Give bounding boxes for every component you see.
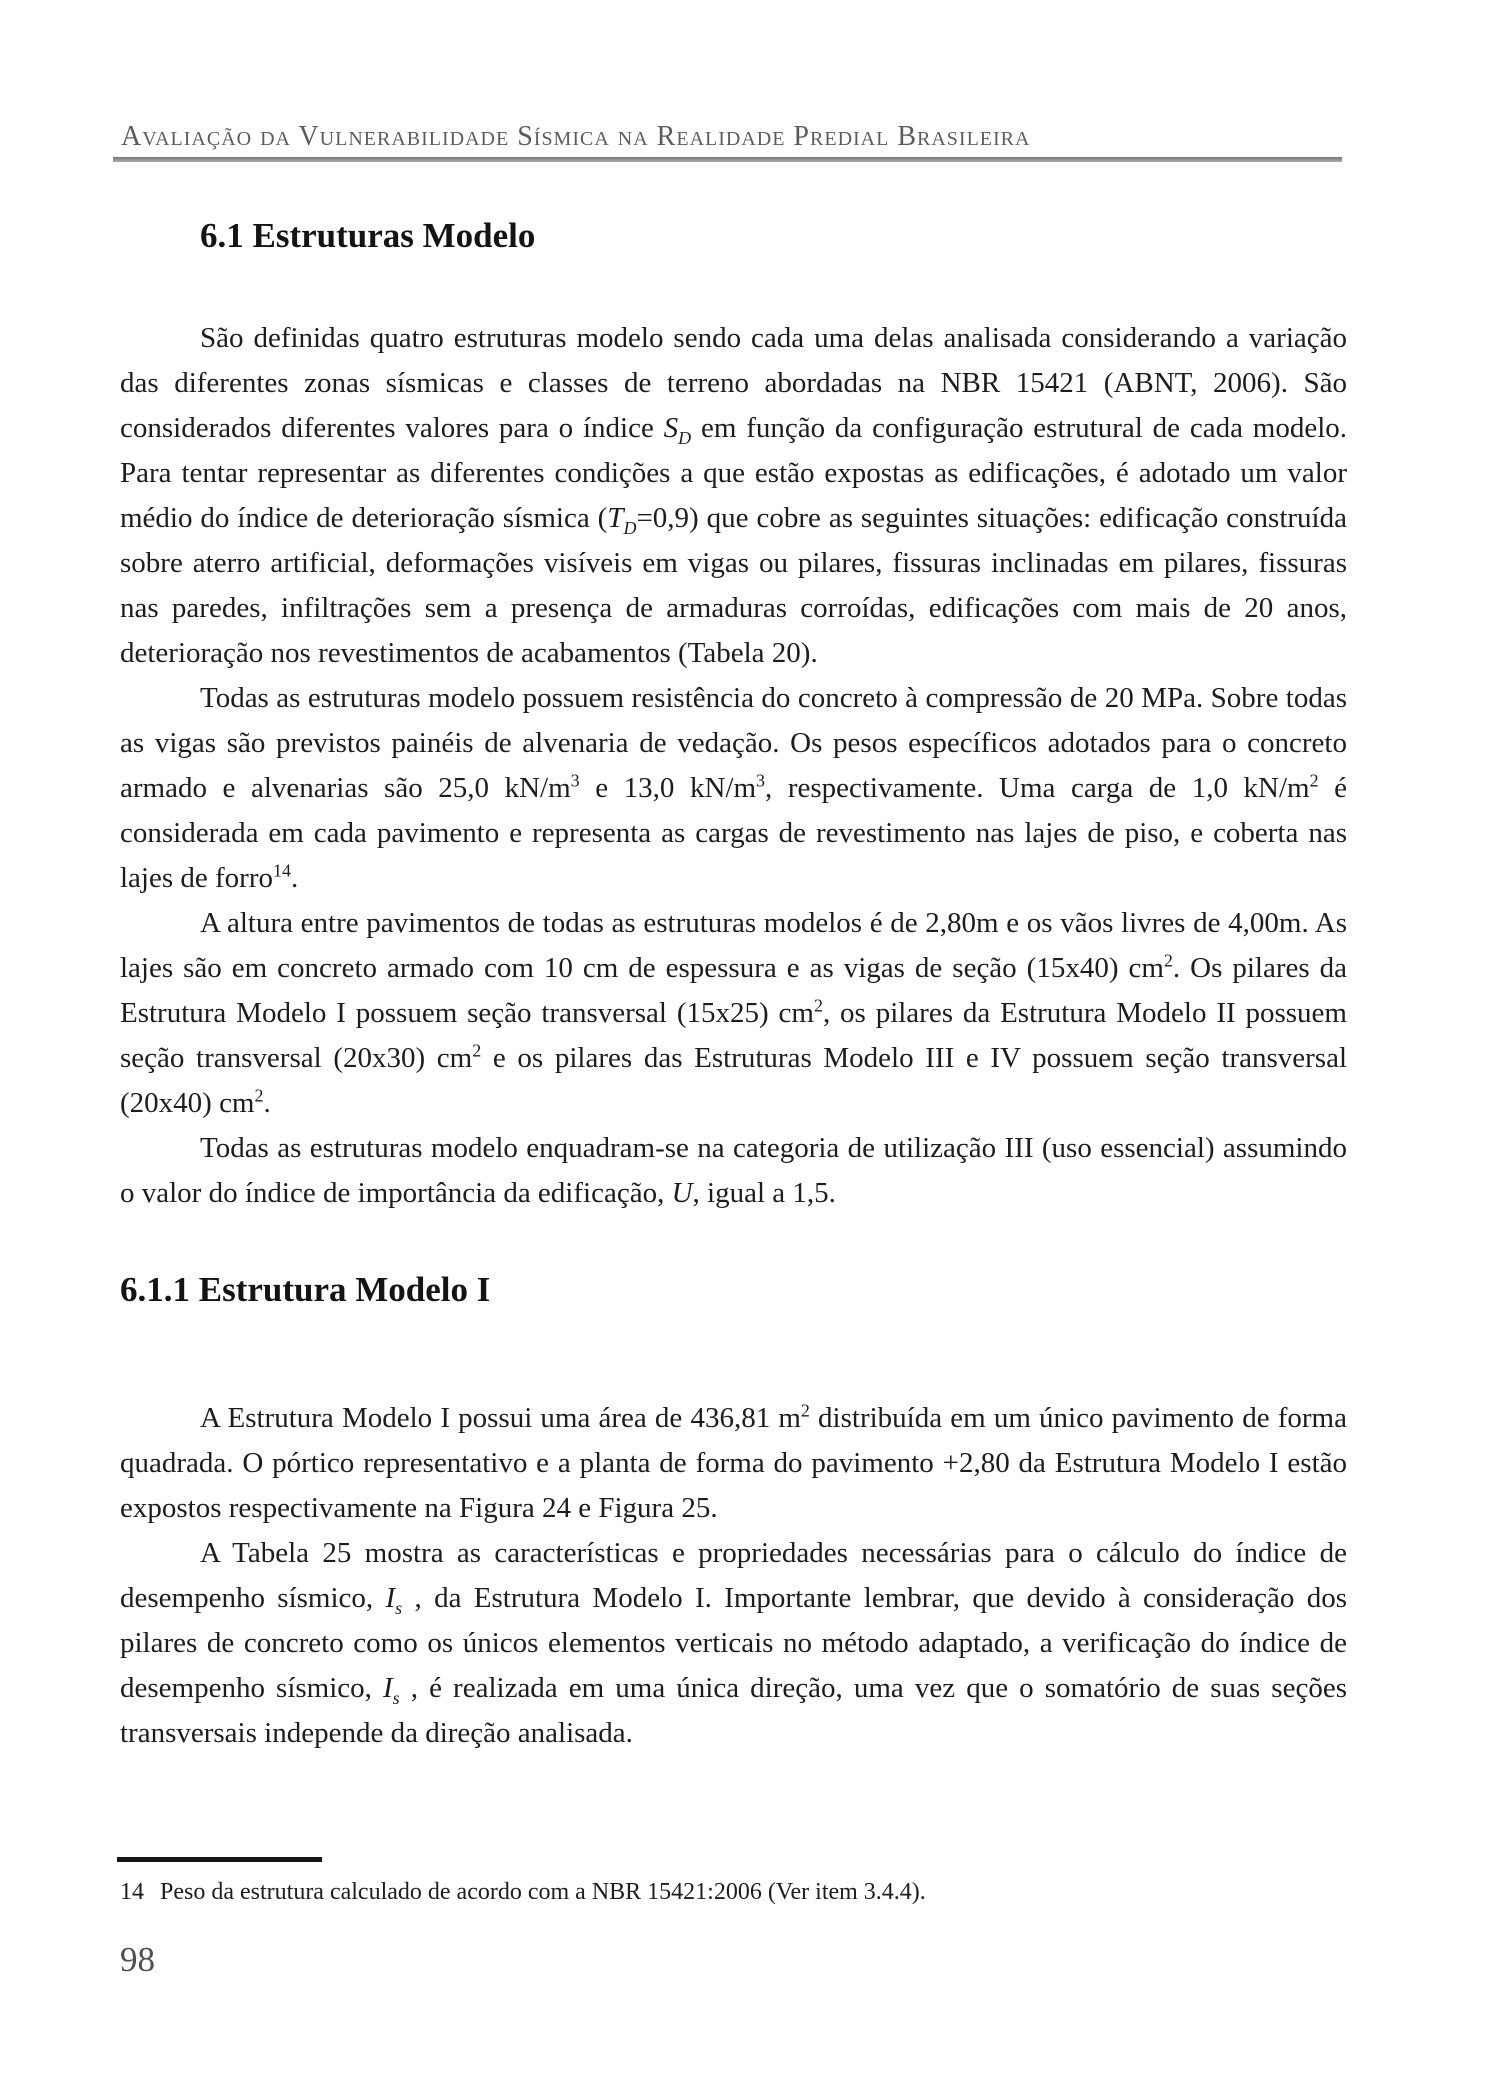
paragraph-story-heights-sections: A altura entre pavimentos de todas as estruturas modelos é de 2,80m e os vãos livres de 4,00m. As lajes são em concreto armado com 10 cm de espessura e as vigas de seção (15x40) $cm^2$. Os pilares da Estrutura Modelo I possuem seção transversal (15x25) $cm^2$, os pilares da Estrutura Modelo II possuem seção transversal (20x30) $cm^2$ e os pilares das Estruturas Modelo III e IV possuem seção transversal (20x40) $cm^2$. — [120, 907, 1347, 1119]
paragraph-table-25-description: A Tabela 25 mostra as características e propriedades necessárias para o cálculo do índice de desempenho sísmico, $I_s$ , da Estrutura Modelo I. Importante lembrar, que devido à consideração dos pilares de concreto como os únicos elementos verticais no método adaptado, a verificação do índice de desempenho sísmico, $I_s$ , é realizada em uma única direção, uma vez que o somatório de suas seções transversais independe da direção analisada. — [120, 1537, 1347, 1749]
page-body — [120, 214, 1347, 1756]
paragraph-model-1-area: A Estrutura Modelo I possui uma área de 436,81 $m^2$ distribuída em um único pavimento de forma quadrada. O pórtico representativo e a planta de forma do pavimento +2,80 da Estrutura Modelo I estão expostos respectivamente na Figura 24 e Figura 25. — [120, 1400, 1347, 1524]
footnote-number: 14 — [120, 1879, 144, 1905]
footnote-text: Peso da estrutura calculado de acordo com a NBR 15421:2006 (Ver item 3.4.4). — [160, 1879, 926, 1905]
paragraph-concrete-properties: Todas as estruturas modelo possuem resistência do concreto à compressão de 20 MPa. Sobre todas as vigas são previstos painéis de alvenaria de vedação. Os pesos específicos adotados para o concreto armado e alvenarias são 25,0 $kN/m^3$ e 13,0 $kN/m^3$, respectivamente. Uma carga de 1,0 $kN/m^2$ é considerada em cada pavimento e representa as cargas de revestimento nas lajes de piso, e coberta nas lajes de forro$^{14}$. — [120, 682, 1347, 894]
paragraph-model-structures-definition: São definidas quatro estruturas modelo sendo cada uma delas analisada considerando a variação das diferentes zonas sísmicas e classes de terreno abordadas na NBR 15421 (ABNT, 2006). São considerados diferentes valores para o índice $S_D$ em função da configuração estrutural de cada modelo. Para tentar representar as diferentes condições a que estão expostas as edificações, é adotado um valor médio do índice de deterioração sísmica $(T_D=0,9)$ que cobre as seguintes situações: edificação construída sobre aterro artificial, deformações visíveis em vigas ou pilares, fissuras inclinadas em pilares, fissuras nas paredes, infiltrações sem a presença de armaduras corroídas, edificações com mais de 20 anos, deterioração nos revestimentos de acabamentos (Tabela 20). — [120, 322, 1347, 669]
running-header: Avaliação da Vulnerabilidade Sísmica na Realidade Predial Brasileira — [121, 121, 1031, 152]
section-heading-6-1: 6.1 Estruturas Modelo — [200, 216, 536, 255]
section-heading-6-1-1: 6.1.1 Estrutura Modelo I — [120, 1270, 491, 1309]
paragraph-usage-category: Todas as estruturas modelo enquadram-se na categoria de utilização III (uso essencial) assumindo o valor do índice de importância da edificação, U, igual a 1,5. — [120, 1132, 1347, 1209]
footnote — [120, 1876, 1347, 1908]
page-number: 98 — [120, 1940, 155, 1979]
header-rule-divider — [113, 157, 1342, 162]
footnote-separator-rule — [117, 1857, 322, 1862]
